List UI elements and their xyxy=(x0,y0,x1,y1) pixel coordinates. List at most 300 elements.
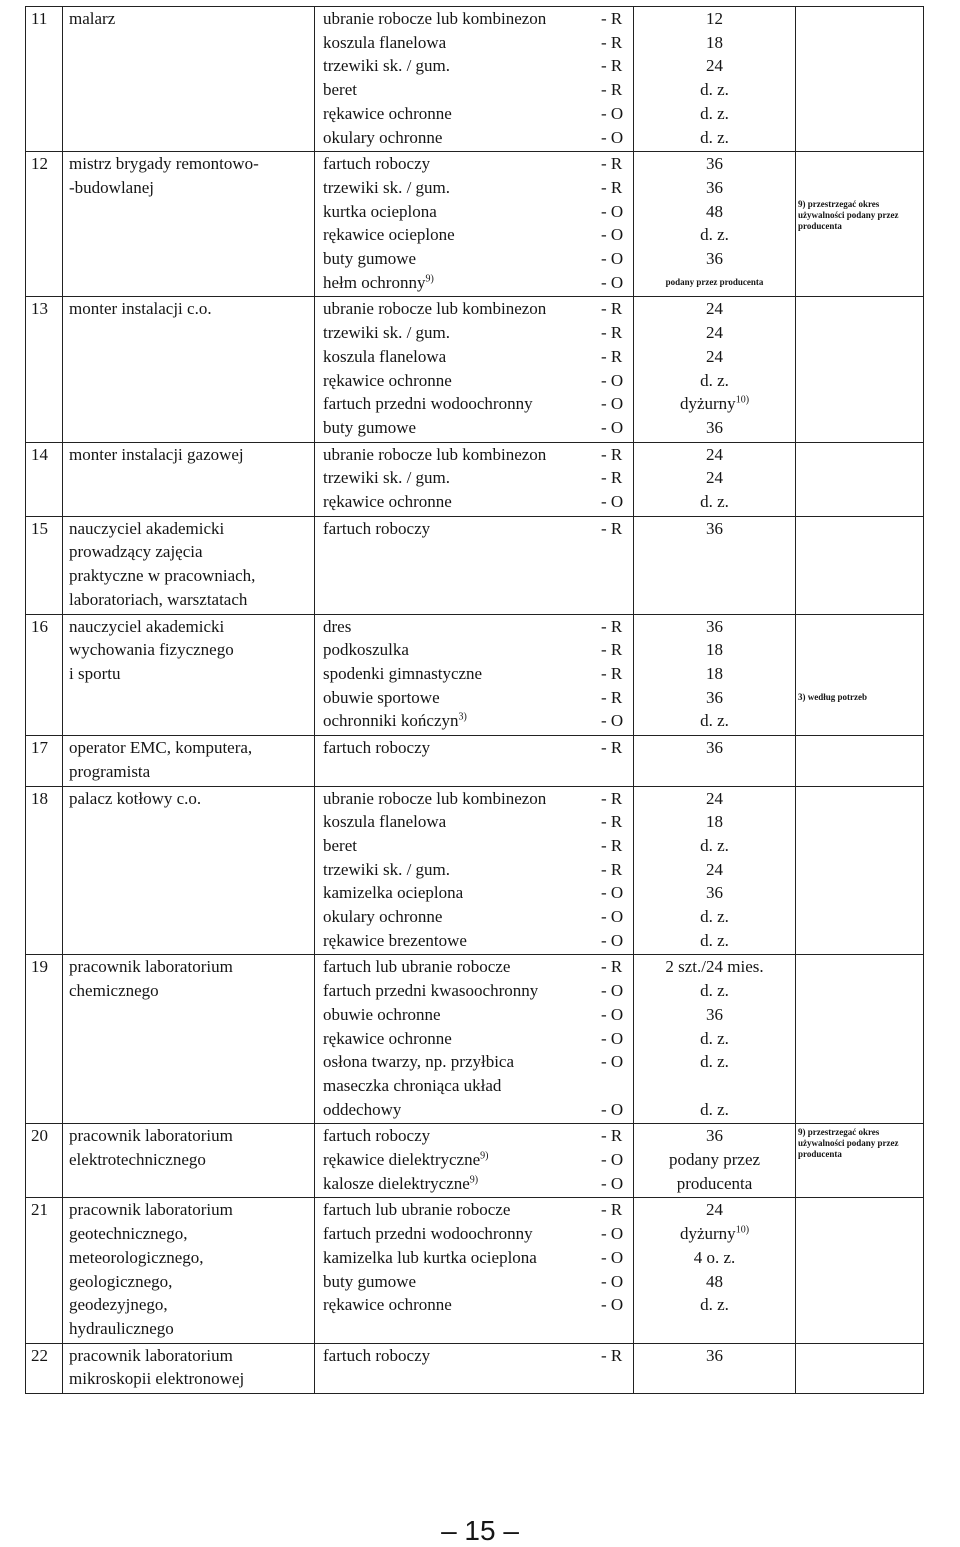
equipment-code: - R xyxy=(601,80,623,100)
table-row xyxy=(26,786,924,955)
remarks-cell xyxy=(796,516,924,614)
equipment-name: ubranie robocze lub kombinezon xyxy=(323,788,547,808)
equipment-item xyxy=(323,443,627,467)
job-title-line: palacz kotłowy c.o. xyxy=(69,788,202,808)
equipment-item xyxy=(323,517,627,541)
remarks-cell xyxy=(796,1198,924,1343)
equipment-name: kamizelka lub kurtka ocieplona xyxy=(323,1247,537,1267)
equipment-name: fartuch roboczy xyxy=(323,1126,431,1146)
remarks-cell xyxy=(796,7,924,152)
equipment-name: fartuch roboczy xyxy=(323,1345,431,1365)
equipment-code: - R xyxy=(601,640,623,660)
row-number: 19 xyxy=(26,955,63,1124)
row-number: 16 xyxy=(26,614,63,736)
usage-period: d. z. xyxy=(700,1099,729,1119)
equipment-name: koszula flanelowa xyxy=(323,346,447,366)
equipment-item xyxy=(323,392,627,416)
equipment-name: ochronniki kończyn xyxy=(323,711,459,731)
equipment-name: kalosze dielektryczne xyxy=(323,1173,470,1193)
job-title-cell xyxy=(63,1124,315,1198)
usage-period: 24 xyxy=(706,346,723,366)
job-title-line: laboratoriach, warsztatach xyxy=(69,589,248,609)
equipment-code: - O xyxy=(601,711,624,731)
equipment-code: - O xyxy=(601,1052,624,1072)
equipment-code: - O xyxy=(601,201,624,221)
table-row xyxy=(26,442,924,516)
equipment-name: trzewiki sk. / gum. xyxy=(323,859,451,879)
equipment-name: koszula flanelowa xyxy=(323,812,447,832)
job-title-line: nauczyciel akademicki xyxy=(69,518,225,538)
equipment-code: - R xyxy=(601,663,623,683)
job-title-line: -budowlanej xyxy=(69,177,154,197)
equipment-name: fartuch roboczy xyxy=(323,518,431,538)
usage-period: 12 xyxy=(706,9,723,28)
job-title-cell xyxy=(63,614,315,736)
equipment-code: - R xyxy=(601,788,623,808)
equipment-code: - R xyxy=(601,687,623,707)
job-title-line: praktyczne w pracowniach, xyxy=(69,566,256,586)
usage-period xyxy=(634,1074,795,1098)
ppe-table xyxy=(25,6,924,1394)
equipment-code: - R xyxy=(601,32,623,52)
equipment-code: - O xyxy=(601,1173,624,1193)
remarks-cell xyxy=(796,786,924,955)
equipment-name: fartuch lub ubranie robocze xyxy=(323,957,511,977)
job-title-cell xyxy=(63,297,315,442)
job-title-cell xyxy=(63,1343,315,1393)
equipment-item xyxy=(323,1124,627,1148)
period-cell xyxy=(634,1198,796,1343)
remarks-cell xyxy=(796,1343,924,1393)
table-row xyxy=(26,955,924,1124)
equipment-item xyxy=(323,1074,627,1098)
job-title-cell xyxy=(63,7,315,152)
equipment-name: obuwie sportowe xyxy=(323,687,440,707)
job-title-cell xyxy=(63,442,315,516)
job-title-line: pracownik laboratorium xyxy=(69,1126,233,1146)
equipment-cell xyxy=(315,614,634,736)
equipment-code: - O xyxy=(601,249,624,269)
usage-period: 4 o. z. xyxy=(693,1247,736,1267)
equipment-code: - R xyxy=(601,468,623,488)
usage-period: dyżurny$^{10)}$ xyxy=(679,394,750,414)
usage-period: d. z. xyxy=(700,492,729,512)
equipment-name: beret xyxy=(323,80,357,100)
row-number: 22 xyxy=(26,1343,63,1393)
remarks-cell xyxy=(796,152,924,297)
job-title-cell xyxy=(63,736,315,786)
usage-period: d. z. xyxy=(700,1028,729,1048)
equipment-code: - R xyxy=(601,346,623,366)
equipment-item xyxy=(323,247,627,271)
job-title-line: mistrz brygady remontowo- xyxy=(69,154,259,174)
equipment-name: trzewiki sk. / gum. xyxy=(323,56,451,76)
equipment-item xyxy=(323,297,627,321)
job-title-cell xyxy=(63,955,315,1124)
equipment-name: okulary ochronne xyxy=(323,127,443,147)
equipment-item xyxy=(323,881,627,905)
equipment-item xyxy=(323,78,627,102)
equipment-name: rękawice ochronne xyxy=(323,103,452,123)
equipment-code: - O xyxy=(601,370,624,390)
equipment-cell xyxy=(315,516,634,614)
usage-period: 36 xyxy=(706,154,723,174)
equipment-cell xyxy=(315,1198,634,1343)
equipment-code: - R xyxy=(601,835,623,855)
usage-period: d. z. xyxy=(700,835,729,855)
usage-period: d. z. xyxy=(700,981,729,1001)
equipment-name: rękawice ochronne xyxy=(323,370,452,390)
equipment-cell xyxy=(315,786,634,955)
footnote-text: 9) przestrzegać okres używalności podany przez producenta xyxy=(798,199,899,232)
equipment-item xyxy=(323,955,627,979)
equipment-name: buty gumowe xyxy=(323,249,417,269)
equipment-code: - O xyxy=(601,1099,624,1119)
equipment-code: - O xyxy=(601,127,624,147)
table-row xyxy=(26,614,924,736)
equipment-name: koszula flanelowa xyxy=(323,32,447,52)
period-cell xyxy=(634,442,796,516)
equipment-code: - R xyxy=(601,1200,623,1220)
equipment-item xyxy=(323,638,627,662)
equipment-code: - O xyxy=(601,1295,624,1315)
equipment-cell xyxy=(315,955,634,1124)
usage-period: d. z. xyxy=(700,225,729,245)
table-row xyxy=(26,1124,924,1198)
equipment-code: - R xyxy=(601,9,623,28)
usage-period: 36 xyxy=(706,417,723,437)
equipment-item xyxy=(323,1098,627,1122)
equipment-item xyxy=(323,979,627,1003)
usage-period: 24 xyxy=(706,299,723,319)
usage-period: 24 xyxy=(706,56,723,76)
equipment-cell xyxy=(315,297,634,442)
equipment-item xyxy=(323,7,627,31)
equipment-item xyxy=(323,1198,627,1222)
usage-period: 18 xyxy=(706,812,723,832)
equipment-item xyxy=(323,1172,627,1196)
equipment-name: fartuch roboczy xyxy=(323,154,431,174)
equipment-name: ubranie robocze lub kombinezon xyxy=(323,299,547,319)
equipment-code: - R xyxy=(601,1126,623,1146)
equipment-item xyxy=(323,1270,627,1294)
equipment-item xyxy=(323,858,627,882)
equipment-item xyxy=(323,1003,627,1027)
equipment-name: okulary ochronne xyxy=(323,907,443,927)
job-title-cell xyxy=(63,1198,315,1343)
usage-period: 36 xyxy=(706,738,723,758)
equipment-item xyxy=(323,662,627,686)
usage-period: 36 xyxy=(706,883,723,903)
equipment-code: - O xyxy=(601,1150,624,1170)
equipment-code: - O xyxy=(601,103,624,123)
equipment-item xyxy=(323,1050,627,1074)
job-title-cell xyxy=(63,516,315,614)
equipment-name: fartuch przedni kwasoochronny xyxy=(323,981,539,1001)
equipment-item xyxy=(323,615,627,639)
job-title-line: prowadzący zajęcia xyxy=(69,542,203,562)
period-cell xyxy=(634,1343,796,1393)
period-cell xyxy=(634,955,796,1124)
equipment-item xyxy=(323,686,627,710)
job-title-line: geodezyjnego, xyxy=(69,1295,168,1315)
equipment-name: beret xyxy=(323,835,357,855)
row-number: 17 xyxy=(26,736,63,786)
equipment-item xyxy=(323,1148,627,1172)
equipment-item xyxy=(323,1344,627,1368)
equipment-code: - O xyxy=(601,883,624,903)
footnote-ref: 9) xyxy=(469,1174,479,1186)
remarks-cell xyxy=(796,297,924,442)
usage-period: 36 xyxy=(706,616,723,636)
equipment-name: fartuch przedni wodoochronny xyxy=(323,1224,533,1244)
equipment-name: rękawice ocieplone xyxy=(323,225,455,245)
remarks-cell xyxy=(796,442,924,516)
remarks-cell xyxy=(796,736,924,786)
equipment-name: fartuch przedni wodoochronny xyxy=(323,394,533,414)
equipment-code: - R xyxy=(601,738,623,758)
equipment-cell xyxy=(315,1343,634,1393)
equipment-item xyxy=(323,369,627,393)
usage-period: 24 xyxy=(706,859,723,879)
job-title-line: operator EMC, komputera, xyxy=(69,738,253,758)
equipment-item xyxy=(323,54,627,78)
page-number: – 15 – xyxy=(441,1515,519,1546)
usage-period: producenta xyxy=(676,1173,753,1193)
equipment-code: - O xyxy=(601,1028,624,1048)
period-cell xyxy=(634,614,796,736)
job-title-line: programista xyxy=(69,761,151,781)
equipment-item xyxy=(323,321,627,345)
usage-period: 36 xyxy=(706,1004,723,1024)
equipment-item xyxy=(323,1027,627,1051)
equipment-name: kamizelka ocieplona xyxy=(323,883,464,903)
equipment-code xyxy=(601,1074,627,1098)
equipment-name: trzewiki sk. / gum. xyxy=(323,468,451,488)
equipment-code: - O xyxy=(601,1004,624,1024)
equipment-item xyxy=(323,102,627,126)
equipment-code: - O xyxy=(601,394,624,414)
job-title-line: pracownik laboratorium xyxy=(69,1200,233,1220)
equipment-name: trzewiki sk. / gum. xyxy=(323,323,451,343)
equipment-name: podkoszulka xyxy=(323,640,409,660)
job-title-cell xyxy=(63,786,315,955)
usage-period: podany przez xyxy=(668,1150,761,1170)
table-body xyxy=(26,7,924,1394)
usage-period: d. z. xyxy=(700,930,729,950)
row-number: 20 xyxy=(26,1124,63,1198)
usage-period: 36 xyxy=(706,687,723,707)
equipment-cell xyxy=(315,1124,634,1198)
usage-period: 18 xyxy=(706,32,723,52)
row-number: 15 xyxy=(26,516,63,614)
equipment-item xyxy=(323,345,627,369)
job-title-line: meteorologicznego, xyxy=(69,1247,204,1267)
job-title-line: malarz xyxy=(69,9,116,28)
period-cell xyxy=(634,297,796,442)
usage-period: d. z. xyxy=(700,80,729,100)
equipment-code: - R xyxy=(601,154,623,174)
job-title-line: pracownik laboratorium xyxy=(69,957,233,977)
equipment-name: ubranie robocze lub kombinezon xyxy=(323,444,547,464)
usage-period: d. z. xyxy=(700,711,729,731)
usage-period: 24 xyxy=(706,788,723,808)
equipment-name: rękawice ochronne xyxy=(323,492,452,512)
equipment-name: spodenki gimnastyczne xyxy=(323,663,483,683)
table-row xyxy=(26,736,924,786)
equipment-item xyxy=(323,416,627,440)
equipment-name: rękawice dielektryczne xyxy=(323,1150,481,1170)
row-number: 12 xyxy=(26,152,63,297)
equipment-name: buty gumowe xyxy=(323,417,417,437)
usage-period: d. z. xyxy=(700,1295,729,1315)
table-row xyxy=(26,152,924,297)
job-title-line: nauczyciel akademicki xyxy=(69,616,225,636)
equipment-name: fartuch lub ubranie robocze xyxy=(323,1200,511,1220)
equipment-item xyxy=(323,490,627,514)
usage-period: 36 xyxy=(706,518,723,538)
footnote-ref: 9) xyxy=(425,273,434,285)
equipment-code: - R xyxy=(601,323,623,343)
job-title-line: monter instalacji c.o. xyxy=(69,299,212,319)
usage-period: 24 xyxy=(706,468,723,488)
usage-period: d. z. xyxy=(700,370,729,390)
usage-period: 18 xyxy=(706,640,723,660)
equipment-cell xyxy=(315,736,634,786)
equipment-item xyxy=(323,152,627,176)
row-number: 11 xyxy=(26,7,63,152)
row-number: 18 xyxy=(26,786,63,955)
equipment-code: - O xyxy=(601,272,624,292)
footnote-text: 9) przestrzegać okres używalności podany przez producenta xyxy=(798,1127,899,1160)
equipment-code: - R xyxy=(601,616,623,636)
equipment-item xyxy=(323,31,627,55)
job-title-line: monter instalacji gazowej xyxy=(69,444,244,464)
usage-period: 2 szt./24 mies. xyxy=(665,957,764,977)
equipment-item xyxy=(323,709,627,733)
equipment-item xyxy=(323,1246,627,1270)
usage-period: 24 xyxy=(706,444,723,464)
equipment-code: - R xyxy=(601,299,623,319)
footnote-ref: 9) xyxy=(480,1150,489,1162)
job-title-line: mikroskopii elektronowej xyxy=(69,1369,245,1389)
equipment-item xyxy=(323,126,627,150)
equipment-name: kurtka ocieplona xyxy=(323,201,437,221)
table-row xyxy=(26,297,924,442)
equipment-code: - O xyxy=(601,930,624,950)
equipment-name: obuwie ochronne xyxy=(323,1004,441,1024)
equipment-item xyxy=(323,834,627,858)
equipment-item xyxy=(323,466,627,490)
equipment-code: - R xyxy=(601,812,623,832)
job-title-cell xyxy=(63,152,315,297)
job-title-line: geotechnicznego, xyxy=(69,1224,188,1244)
equipment-item xyxy=(323,200,627,224)
equipment-code: - O xyxy=(601,907,624,927)
row-number: 14 xyxy=(26,442,63,516)
equipment-name: osłona twarzy, np. przyłbica xyxy=(323,1052,515,1072)
equipment-code: - R xyxy=(601,957,623,977)
equipment-item xyxy=(323,176,627,200)
usage-period: dyżurny$^{10)}$ xyxy=(679,1224,750,1244)
usage-period: 48 xyxy=(706,201,723,221)
usage-period: d. z. xyxy=(700,907,729,927)
equipment-item xyxy=(323,1293,627,1317)
remarks-cell xyxy=(796,955,924,1124)
job-title-line: chemicznego xyxy=(69,981,159,1001)
equipment-code: - R xyxy=(601,56,623,76)
table-row xyxy=(26,1343,924,1393)
equipment-code: - R xyxy=(601,518,623,538)
equipment-name: trzewiki sk. / gum. xyxy=(323,177,451,197)
period-cell xyxy=(634,516,796,614)
equipment-code: - O xyxy=(601,1271,624,1291)
equipment-code: - R xyxy=(601,444,623,464)
equipment-code: - O xyxy=(601,417,624,437)
equipment-code: - O xyxy=(601,225,624,245)
footnote-ref: 10) xyxy=(735,394,750,406)
usage-period: 24 xyxy=(706,323,723,343)
equipment-name: rękawice brezentowe xyxy=(323,930,467,950)
period-cell xyxy=(634,736,796,786)
equipment-cell xyxy=(315,7,634,152)
period-cell xyxy=(634,786,796,955)
row-number: 13 xyxy=(26,297,63,442)
table-row xyxy=(26,7,924,152)
job-title-line: i sportu xyxy=(69,663,121,683)
equipment-item xyxy=(323,1222,627,1246)
period-cell xyxy=(634,152,796,297)
footnote-text: 3) według potrzeb xyxy=(798,691,867,702)
job-title-line: pracownik laboratorium xyxy=(69,1345,233,1365)
usage-period: 48 xyxy=(706,1271,723,1291)
equipment-code: - R xyxy=(601,1345,623,1365)
usage-period: d. z. xyxy=(700,103,729,123)
equipment-code: - O xyxy=(601,492,624,512)
equipment-name: oddechowy xyxy=(323,1099,402,1119)
equipment-name: hełm ochronny xyxy=(323,272,426,292)
equipment-cell xyxy=(315,442,634,516)
usage-period: 36 xyxy=(706,1126,723,1146)
equipment-item xyxy=(323,271,627,295)
equipment-item xyxy=(323,736,627,760)
equipment-name: rękawice ochronne xyxy=(323,1295,452,1315)
job-title-line: geologicznego, xyxy=(69,1271,173,1291)
equipment-item xyxy=(323,787,627,811)
equipment-name: ubranie robocze lub kombinezon xyxy=(323,9,547,28)
equipment-item xyxy=(323,223,627,247)
equipment-code: - R xyxy=(601,859,623,879)
equipment-code: - O xyxy=(601,1247,624,1267)
usage-period: podany przez producenta xyxy=(665,276,764,287)
equipment-name: dres xyxy=(323,616,352,636)
equipment-item xyxy=(323,810,627,834)
usage-period: 36 xyxy=(706,249,723,269)
usage-period: d. z. xyxy=(700,1052,729,1072)
usage-period: 36 xyxy=(706,1345,723,1365)
job-title-line: elektrotechnicznego xyxy=(69,1150,206,1170)
equipment-code: - R xyxy=(601,177,623,197)
remarks-cell xyxy=(796,1124,924,1198)
footnote-ref: 10) xyxy=(735,1224,750,1236)
equipment-name: maseczka chroniąca układ xyxy=(323,1075,502,1095)
job-title-line: wychowania fizycznego xyxy=(69,640,234,660)
job-title-line: hydraulicznego xyxy=(69,1318,174,1338)
equipment-name: buty gumowe xyxy=(323,1271,417,1291)
usage-period: 18 xyxy=(706,663,723,683)
remarks-cell xyxy=(796,614,924,736)
equipment-item xyxy=(323,929,627,953)
